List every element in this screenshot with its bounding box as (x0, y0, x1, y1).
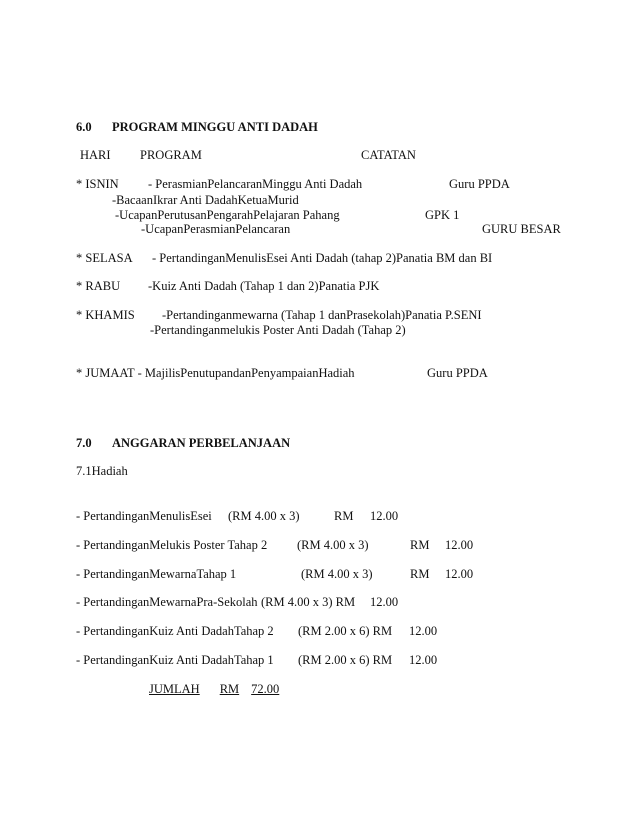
isnin-program-1: - PerasmianPelancaranMinggu Anti Dadah (148, 177, 363, 191)
section-6-title: PROGRAM MINGGU ANTI DADAH (112, 120, 318, 134)
isnin-program-2: -BacaanIkrar Anti DadahKetuaMurid (112, 193, 299, 207)
rabu-program: -Kuiz Anti Dadah (Tahap 1 dan 2)Panatia PJK (148, 279, 380, 293)
budget-row-5-item: - PertandinganKuiz Anti DadahTahap 2 (76, 624, 274, 638)
budget-row-5-calc: (RM 2.00 x 6) RM (298, 624, 393, 638)
budget-row-4-item: - PertandinganMewarnaPra-Sekolah (76, 595, 258, 609)
total-amount: 72.00 (251, 682, 280, 696)
day-jumaat: * JUMAAT - MajilisPenutupandanPenyampaianHadiah (76, 366, 355, 380)
day-rabu: * RABU (76, 279, 121, 293)
budget-row-1-item: - PertandinganMenulisEsei (76, 509, 212, 523)
section-7-number: 7.0 (76, 436, 92, 450)
budget-row-2-amount: 12.00 (445, 538, 474, 552)
khamis-program-2: -Pertandinganmelukis Poster Anti Dadah (Tahap 2) (150, 323, 406, 337)
isnin-program-4: -UcapanPerasmianPelancaran (141, 222, 291, 236)
isnin-program-3: -UcapanPerutusanPengarahPelajaran Pahang (115, 208, 340, 222)
budget-row-4-amount: 12.00 (370, 595, 399, 609)
budget-row-4-calc: (RM 4.00 x 3) RM (261, 595, 356, 609)
day-selasa: * SELASA (76, 251, 133, 265)
isnin-catatan-4: GURU BESAR (482, 222, 561, 236)
budget-row-1-amount: 12.00 (370, 509, 399, 523)
isnin-catatan-1: Guru PPDA (449, 177, 510, 191)
budget-row-3-currency: RM (410, 567, 430, 581)
budget-row-3-item: - PertandinganMewarnaTahap 1 (76, 567, 237, 581)
total-label: JUMLAH (149, 682, 200, 696)
budget-row-1-calc: (RM 4.00 x 3) (228, 509, 300, 523)
budget-row-2-item: - PertandinganMelukis Poster Tahap 2 (76, 538, 268, 552)
budget-row-3-calc: (RM 4.00 x 3) (301, 567, 373, 581)
budget-row-2-currency: RM (410, 538, 430, 552)
total-currency: RM (219, 682, 240, 696)
budget-row-1-currency: RM (334, 509, 354, 523)
header-catatan: CATATAN (361, 148, 416, 162)
budget-row-3-amount: 12.00 (445, 567, 474, 581)
budget-row-6-calc: (RM 2.00 x 6) RM (298, 653, 393, 667)
budget-row-6-item: - PertandinganKuiz Anti DadahTahap 1 (76, 653, 274, 667)
jumaat-catatan: Guru PPDA (427, 366, 488, 380)
budget-row-2-calc: (RM 4.00 x 3) (297, 538, 369, 552)
day-khamis: * KHAMIS (76, 308, 135, 322)
header-hari: HARI (80, 148, 111, 162)
day-isnin: * ISNIN (76, 177, 119, 191)
subsection-hadiah: 7.1Hadiah (76, 464, 128, 478)
section-6-number: 6.0 (76, 120, 92, 134)
budget-total (149, 682, 299, 696)
selasa-program: - PertandinganMenulisEsei Anti Dadah (tahap 2)Panatia BM dan BI (152, 251, 493, 265)
khamis-program-1: -Pertandinganmewarna (Tahap 1 danPrasekolah)Panatia P.SENI (162, 308, 482, 322)
budget-row-6-amount: 12.00 (409, 653, 438, 667)
section-7-title: ANGGARAN PERBELANJAAN (112, 436, 291, 450)
isnin-catatan-3: GPK 1 (425, 208, 460, 222)
header-program: PROGRAM (140, 148, 202, 162)
budget-row-5-amount: 12.00 (409, 624, 438, 638)
